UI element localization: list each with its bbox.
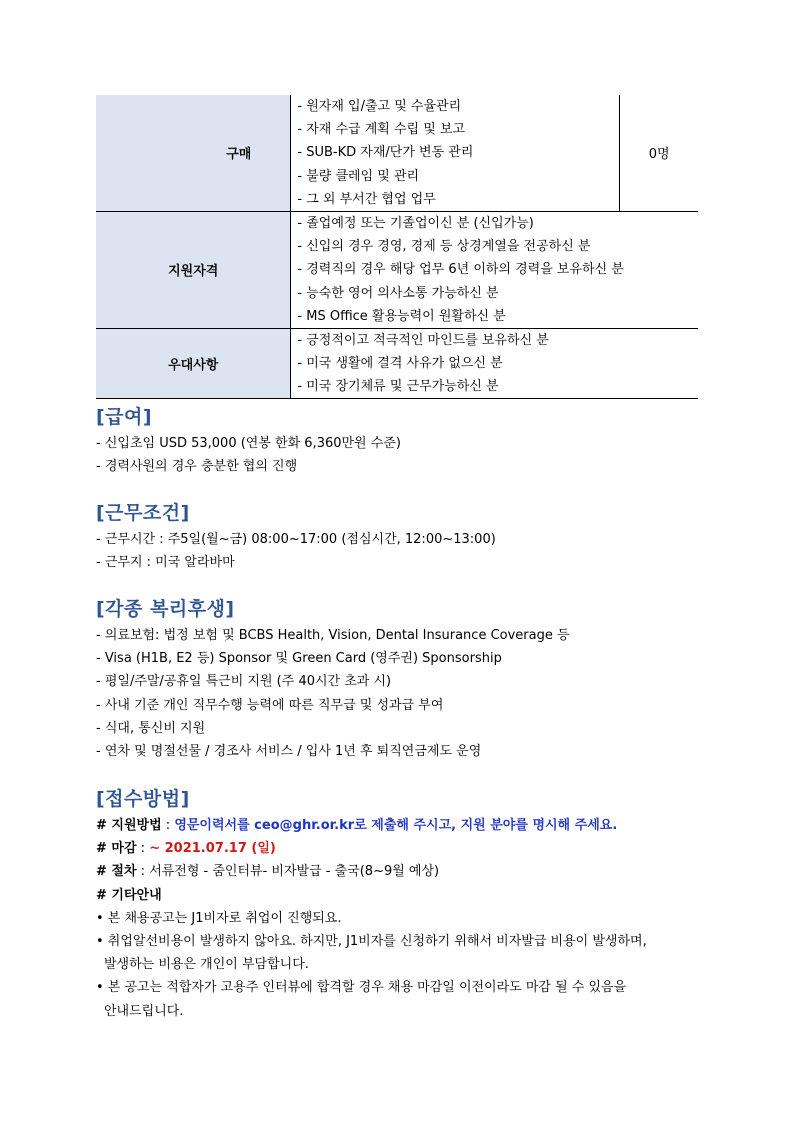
list-item: - 경력사원의 경우 충분한 협의 진행 (96, 459, 298, 475)
list-item: - SUB-KD 자재/단가 변동 관리 (297, 145, 474, 161)
section-heading: [각종 복리후생] (96, 598, 235, 620)
list-item: - 근무지 : 미국 알라바마 (96, 555, 235, 571)
apply-method (96, 814, 647, 837)
list-item: - MS Office 활용능력이 원활하신 분 (297, 308, 506, 324)
list-item: 발생하는 비용은 개인이 부담합니다. (104, 957, 309, 973)
deadline-label: # 마감 (96, 841, 137, 857)
list-item: - 연차 및 명절선물 / 경조사 서비스 / 입사 1년 후 퇴직연금제도 운영 (96, 743, 482, 759)
qualifications-label: 지원자격 (96, 211, 291, 328)
section-heading: [접수방법] (96, 788, 190, 810)
category-cell (96, 95, 187, 211)
section-heading: [근무조건] (96, 502, 190, 524)
list-item: - 미국 생활에 결격 사유가 없으신 분 (297, 356, 503, 372)
conditions-section (96, 498, 496, 574)
process-label: # 절차 (96, 864, 137, 880)
purchase-label: 구매 (187, 95, 291, 211)
apply-deadline (96, 837, 647, 860)
benefits-section (96, 594, 570, 763)
preferred-label: 우대사항 (96, 328, 291, 399)
list-item: - 원자재 입/출고 및 수율관리 (297, 99, 462, 114)
salary-section (96, 402, 401, 478)
list-item: - 능숙한 영어 의사소통 가능하신 분 (297, 285, 499, 301)
qualifications-list (291, 211, 698, 328)
list-item: - 신입초임 USD 53,000 (연봉 한화 6,360만원 수준) (96, 436, 401, 451)
section-heading: [급여] (96, 406, 153, 428)
list-item: • 본 공고는 적합자가 고용주 인터뷰에 합격할 경우 채용 마감일 이전이라도 마감 될 수 있음을 (96, 980, 627, 996)
table-row-qualifications (96, 211, 698, 328)
list-item: • 본 채용공고는 J1비자로 취업이 진행되요. (96, 910, 342, 926)
apply-method-value: 영문이력서를 ceo@ghr.or.kr로 제출해 주시고, 지원 분야를 명시해 주세요. (174, 818, 618, 833)
list-item: - 의료보험: 법정 보험 및 BCBS Health, Vision, Dental Insurance Coverage 등 (96, 628, 570, 643)
etc-label: # 기타안내 (96, 887, 162, 903)
purchase-duties (291, 95, 620, 211)
headcount: 0명 (620, 95, 698, 211)
apply-process (96, 860, 647, 883)
list-item: - 졸업예정 또는 기졸업이신 분 (신입가능) (297, 215, 534, 231)
separator: : (161, 818, 175, 833)
list-item: - 경력직의 경우 해당 업무 6년 이하의 경력을 보유하신 분 (297, 262, 624, 278)
list-item: - 긍정적이고 적극적인 마인드를 보유하신 분 (297, 332, 549, 348)
list-item: - 근무시간 : 주5일(월~금) 08:00~17:00 (점심시간, 12:00~13:00) (96, 532, 496, 547)
list-item: - 신입의 경우 경영, 경제 등 상경계열을 전공하신 분 (297, 239, 591, 255)
list-item: • 취업알선비용이 발생하지 않아요. 하지만, J1비자를 신청하기 위해서 비자발급 비용이 발생하며, (96, 933, 647, 949)
job-table (96, 95, 698, 399)
table-row-purchase (96, 95, 698, 211)
list-item: - Visa (H1B, E2 등) Sponsor 및 Green Card (영주권) Sponsorship (96, 651, 502, 667)
list-item: - 자재 수급 계획 수립 및 보고 (297, 122, 466, 138)
preferred-list (291, 328, 698, 399)
list-item: 안내드립니다. (104, 1003, 184, 1019)
list-item: - 식대, 통신비 지원 (96, 720, 206, 736)
list-item: - 사내 기준 개인 직무수행 능력에 따른 직무급 및 성과급 부여 (96, 697, 444, 713)
list-item: - 미국 장기체류 및 근무가능하신 분 (297, 379, 499, 395)
table-row-preferred (96, 328, 698, 399)
apply-section (96, 784, 647, 1023)
process-value: : 서류전형 - 줌인터뷰- 비자발급 - 출국(8~9월 예상) (136, 864, 440, 880)
apply-method-label: # 지원방법 (96, 818, 162, 833)
list-item: - 평일/주말/공휴일 특근비 지원 (주 40시간 초과 시) (96, 674, 392, 690)
list-item: - 불량 클레임 및 관리 (297, 168, 420, 184)
separator: : (136, 841, 150, 857)
deadline-value: ~ 2021.07.17 (일) (149, 841, 276, 857)
list-item: - 그 외 부서간 협업 업무 (297, 191, 436, 207)
